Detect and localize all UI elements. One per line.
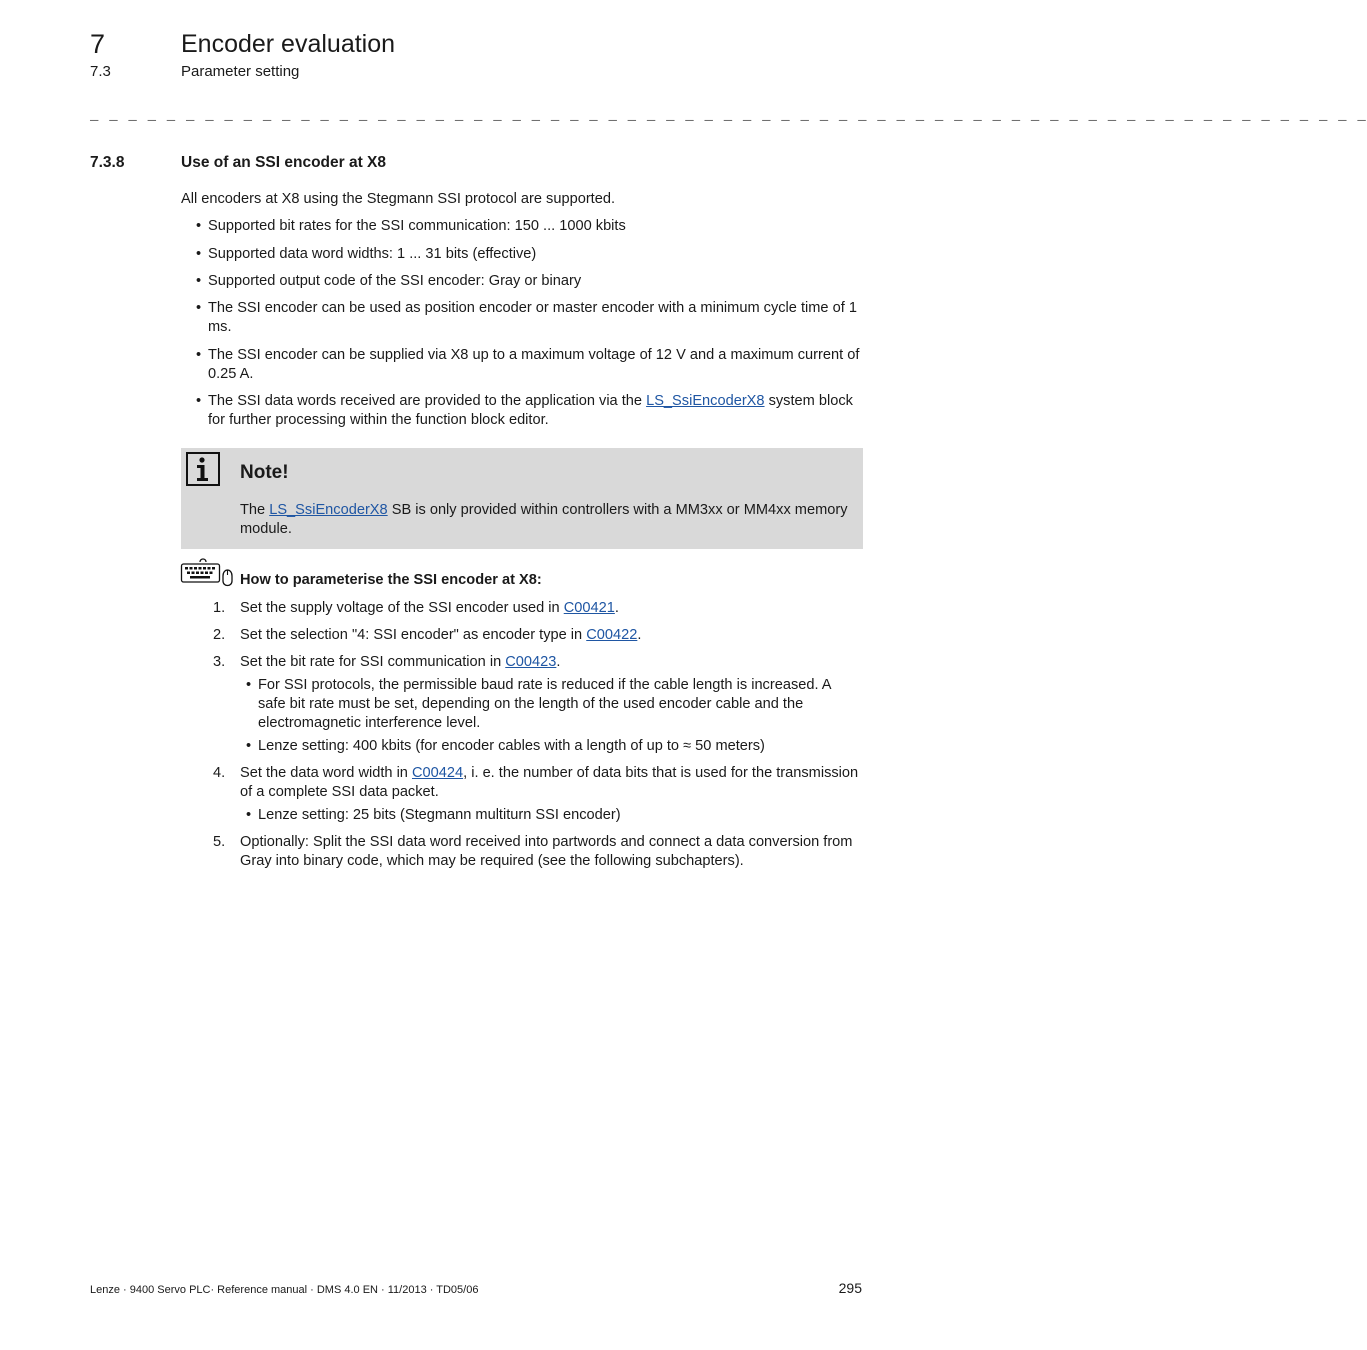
howto-title: How to parameterise the SSI encoder at X8: <box>240 572 542 588</box>
step-pre: Set the bit rate for SSI communication in <box>240 654 506 670</box>
step-number: 1. <box>213 600 226 616</box>
bullet-item <box>208 392 862 430</box>
keyboard-mouse-icon <box>180 556 234 588</box>
section-title: Parameter setting <box>181 63 300 80</box>
subsection-number: 7.3.8 <box>90 154 125 171</box>
bullet-symbol: • <box>196 273 202 289</box>
sub-bullet-symbol: • <box>246 677 252 693</box>
c00423-link[interactable]: C00423 <box>505 654 557 670</box>
note-title: Note! <box>240 462 289 483</box>
chapter-number: 7 <box>90 29 106 59</box>
sub-bullet-item: Lenze setting: 400 kbits (for encoder cables with a length of up to ≈ 50 meters) <box>258 738 765 754</box>
step-text <box>240 653 862 672</box>
note-text-pre: The <box>240 502 270 518</box>
step-text <box>240 833 862 871</box>
bullet-item: Supported bit rates for the SSI communication: 150 ... 1000 kbits <box>208 218 626 234</box>
bullet-item: The SSI encoder can be used as position encoder or master encoder with a minimum cycle time of 1 ms. <box>208 300 857 335</box>
intro-paragraph: All encoders at X8 using the Stegmann SSI protocol are supported. <box>181 191 616 207</box>
bullet-text: system block for further processing within the function block editor. <box>208 393 853 428</box>
bullet-item: The SSI encoder can be supplied via X8 up to a maximum voltage of 12 V and a maximum current of 0.25 A. <box>208 347 860 382</box>
step-text <box>240 599 862 618</box>
sub-bullet-item: Lenze setting: 25 bits (Stegmann multiturn SSI encoder) <box>258 807 621 823</box>
note-text-post: SB is only provided within controllers with a MM3xx or MM4xx memory module. <box>240 502 848 537</box>
step-post: , i. e. the number of data bits that is used for the transmission of a complete SSI data packet. <box>240 765 859 800</box>
bullet-symbol: • <box>196 393 202 409</box>
subsection-title: Use of an SSI encoder at X8 <box>181 154 387 171</box>
ls-ssiencoderx8-link[interactable]: LS_SsiEncoderX8 <box>646 393 765 409</box>
footer-document-info: Lenze · 9400 Servo PLC· Reference manual · DMS 4.0 EN · 11/2013 · TD05/06 <box>90 1284 479 1296</box>
sub-bullet-item: For SSI protocols, the permissible baud rate is reduced if the cable length is increased. A safe bit rate must be set, depending on the length of the used encoder cable and the electromagnetic interference level. <box>258 677 831 731</box>
step-post: . <box>637 627 642 643</box>
bullet-symbol: • <box>196 300 202 316</box>
step-number: 5. <box>213 834 226 850</box>
bullet-item: Supported data word widths: 1 ... 31 bits (effective) <box>208 246 537 262</box>
bullet-symbol: • <box>196 246 202 262</box>
sub-bullet-symbol: • <box>246 738 252 754</box>
step-post: . <box>614 600 619 616</box>
section-number: 7.3 <box>90 63 111 80</box>
bullet-item: Supported output code of the SSI encoder: Gray or binary <box>208 273 582 289</box>
c00421-link[interactable]: C00421 <box>563 600 615 616</box>
chapter-title: Encoder evaluation <box>181 30 396 58</box>
c00422-link[interactable]: C00422 <box>586 627 638 643</box>
step-pre: Set the data word width in <box>240 765 412 781</box>
step-pre: Set the selection "4: SSI encoder" as encoder type in <box>240 627 587 643</box>
sub-bullet-symbol: • <box>246 807 252 823</box>
info-icon <box>186 452 220 486</box>
bullet-symbol: • <box>196 218 202 234</box>
ls-ssiencoderx8-link[interactable]: LS_SsiEncoderX8 <box>269 502 388 518</box>
page-number: 295 <box>838 1280 862 1296</box>
c00424-link[interactable]: C00424 <box>411 765 464 781</box>
bullet-text: The SSI data words received are provided to the application via the <box>208 393 647 409</box>
step-text <box>240 764 862 802</box>
step-number: 2. <box>213 627 226 643</box>
header-separator: _ _ _ _ _ _ _ _ _ _ _ _ _ _ _ _ _ _ _ _ _ _ _ _ _ _ _ _ _ _ _ _ _ _ _ _ _ _ _ _ _ _ _ _ _ _ _ _ _ _ _ _ _ _ _ _ _ _ _ _ _ _ _ _ _ _ _ <box>90 108 1367 124</box>
note-text <box>240 501 850 539</box>
step-pre: Optionally: Split the SSI data word received into partwords and connect a data conversion from Gray into binary code, which may be required (see the following subchapters). <box>240 834 853 869</box>
step-pre: Set the supply voltage of the SSI encoder used in <box>240 600 564 616</box>
bullet-symbol: • <box>196 347 202 363</box>
step-text <box>240 626 862 645</box>
step-number: 4. <box>213 765 226 781</box>
step-post: . <box>556 654 561 670</box>
step-number: 3. <box>213 654 226 670</box>
